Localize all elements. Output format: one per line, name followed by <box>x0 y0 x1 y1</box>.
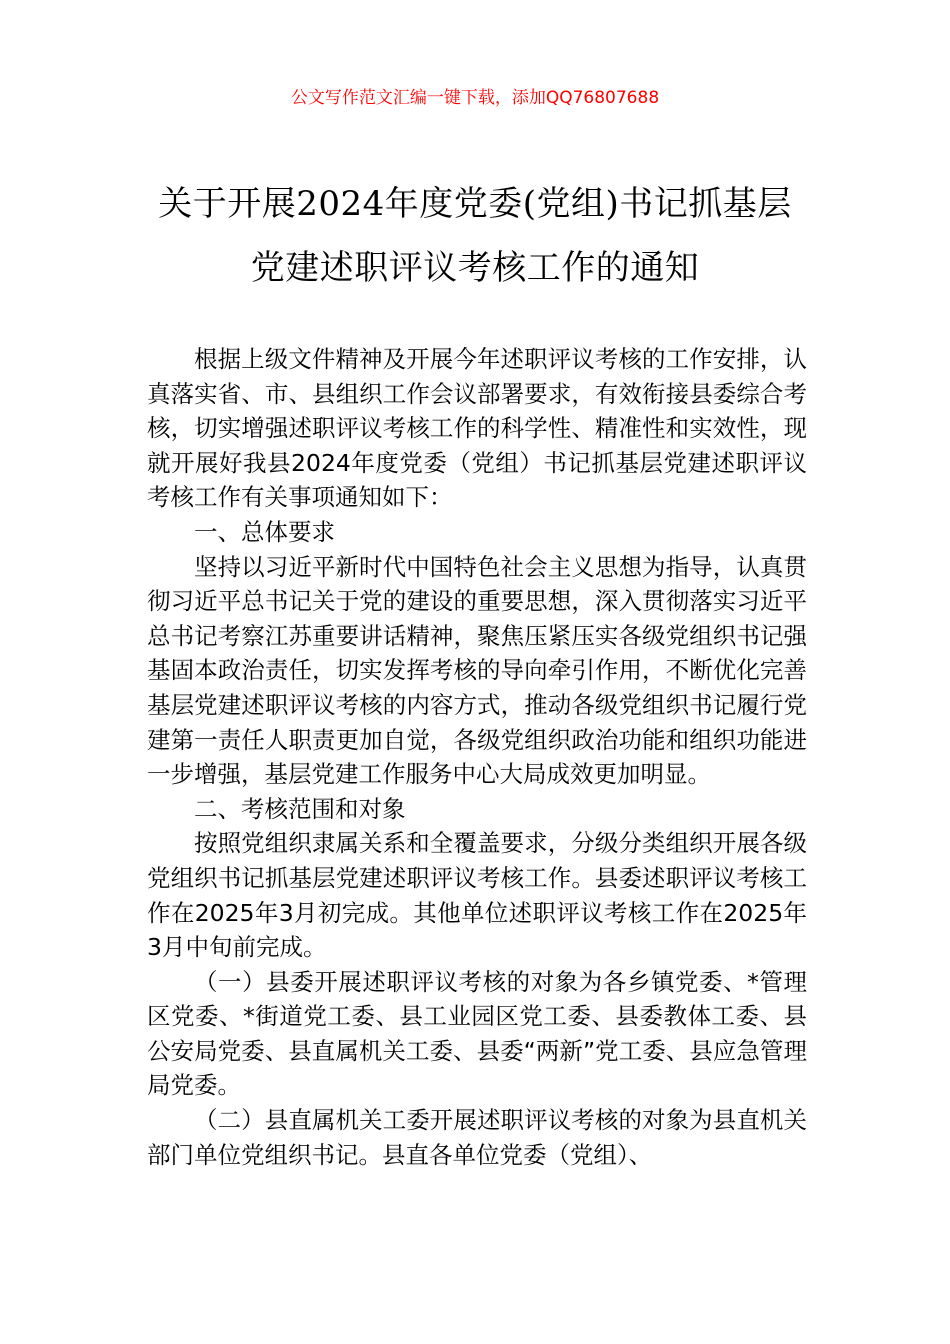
promo-header-text: 公文写作范文汇编一键下载，添加QQ76807688 <box>290 88 660 108</box>
section-heading-scope-and-targets: 二、考核范围和对象 <box>194 794 406 823</box>
section-heading-general-requirements: 一、总体要求 <box>194 517 335 546</box>
paragraph-item-1: （一）县委开展述职评议考核的对象为各乡镇党委、*管理区党委、*街道党工委、县工业园区党工委、县委教体工委、县公安局党委、县直属机关工委、县委“两新”党工委、县应急管理局党委。 <box>147 967 807 1100</box>
paragraph-item-2: （二）县直属机关工委开展述职评议考核的对象为县直机关部门单位党组织书记。县直各单位党委（党组）、 <box>147 1106 807 1169</box>
paragraph-scope: 按照党组织隶属关系和全覆盖要求，分级分类组织开展各级党组织书记抓基层党建述职评议考核工作。县委述职评议考核工作在2025年3月初完成。其他单位述职评议考核工作在2025年3月中旬前完成。 <box>147 829 807 962</box>
document-title-line-2: 党建述职评议考核工作的通知 <box>250 248 700 288</box>
document-body <box>147 342 807 1172</box>
document-title-line-1: 关于开展2024年度党委(党组)书记抓基层 <box>158 184 792 224</box>
paragraph-intro: 根据上级文件精神及开展今年述职评议考核的工作安排，认真落实省、市、县组织工作会议部署要求，有效衔接县委综合考核，切实增强述职评议考核工作的科学性、精准性和实效性，现就开展好我县2024年度党委（党组）书记抓基层党建述职评议考核工作有关事项通知如下： <box>147 345 807 512</box>
paragraph-general-requirements: 坚持以习近平新时代中国特色社会主义思想为指导，认真贯彻习近平总书记关于党的建设的重要思想，深入贯彻落实习近平总书记考察江苏重要讲话精神，聚焦压紧压实各级党组织书记强基固本政治责任，切实发挥考核的导向牵引作用，不断优化完善基层党建述职评议考核的内容方式，推动各级党组织书记履行党建第一责任人职责更加自觉，各级党组织政治功能和组织功能进一步增强，基层党建工作服务中心大局成效更加明显。 <box>147 552 807 789</box>
